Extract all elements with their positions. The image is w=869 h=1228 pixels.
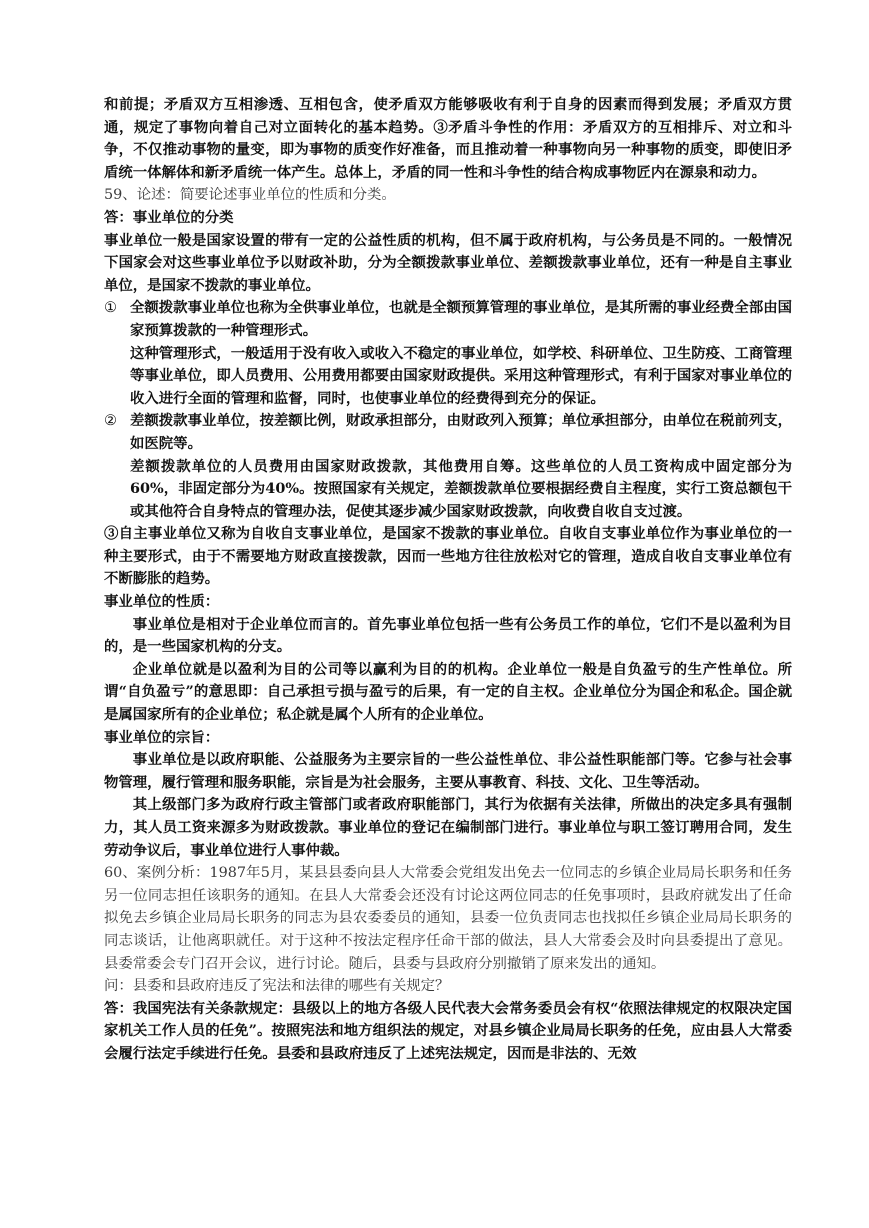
list-item-full-funding (104, 297, 792, 410)
question-60-case: 60、案例分析：1987年5月，某县县委向县人大常委会党组发出免去一位同志的乡镇企业局局长职务和任务另一位同志担任该职务的通知。在县人大常委会还没有讨论这两位同志的任免事项时，县政府就发出了任命拟免去乡镇企业局局长职务的同志为县农委委员的通知，县委一位负责同志也找拟任乡镇企业局局长职务的同志谈话，让他离职就任。对于这种不按法定程序任命干部的做法，县人大常委会及时向县委提出了意见。县委常委会专门召开会议，进行讨论。随后，县委与县政府分别撤销了原来发出的通知。 (104, 865, 792, 972)
list-item-text: 差额拨款事业单位，按差额比例，财政承担部分，由财政列入预算；单位承担部分，由单位在税前列支，如医院等。 (130, 412, 792, 452)
list-item-text: 差额拨款单位的人员费用由国家财政拨款，其他费用自筹。这些单位的人员工资构成中固定部分为60%，非固定部分为40%。按照国家有关规定，差额拨款单位要根据经费自主程度，实行工资总额包干或其他符合自身特点的管理办法，促使其逐步减少国家财政拨款，向收费自收自支过渡。 (130, 457, 792, 520)
purpose-paragraph-1: 事业单位是以政府职能、公益服务为主要宗旨的一些公益性单位、非公益性职能部门等。它参与社会事物管理，履行管理和服务职能，宗旨是为社会服务，主要从事教育、科技、文化、卫生等活动。 (104, 751, 792, 791)
document-page (104, 94, 792, 1066)
list-number: ① (104, 300, 117, 317)
paragraph-contradiction: 和前提；矛盾双方互相渗透、互相包含，使矛盾双方能够吸收有利于自身的因素而得到发展；矛盾双方贯通，规定了事物向着自己对立面转化的基本趋势。③矛盾斗争性的作用：矛盾双方的互相排斥、对立和斗争，不仅推动事物的量变，即为事物的质变作好准备，而且推动着一种事物向另一种事物的质变，即使旧矛盾统一体解体和新矛盾统一体产生。总体上，矛盾的同一性和斗争性的结合构成事物匠内在源泉和动力。 (104, 96, 792, 181)
list-item-differential-funding (104, 410, 792, 523)
answer-59-heading: 答：事业单位的分类 (104, 208, 234, 226)
purpose-heading: 事业单位的宗旨： (104, 728, 220, 746)
answer-59-intro: 事业单位一般是国家设置的带有一定的公益性质的机构，但不属于政府机构，与公务员是不同的。一般情况下国家会对这些事业单位予以财政补助，分为全额拨款事业单位、差额拨款事业单位，还有一种是自主事业单位，是国家不拨款的事业单位。 (104, 231, 792, 294)
paragraph-self-funded: ③自主事业单位又称为自收自支事业单位，是国家不拨款的事业单位。自收自支事业单位作为事业单位的一种主要形式，由于不需要地方财政直接拨款，因而一些地方往往放松对它的管理，造成自收自支事业单位有不断膨胀的趋势。 (104, 525, 792, 588)
question-59: 59、论述：简要论述事业单位的性质和分类。 (104, 187, 396, 204)
nature-heading: 事业单位的性质： (104, 593, 220, 611)
list-number: ② (104, 413, 117, 430)
answer-60: 答：我国宪法有关条款规定：县级以上的地方各级人民代表大会常务委员会有权“依照法律规定的权限决定国家机关工作人员的任免”。按照宪法和地方组织法的规定，对县乡镇企业局局长职务的任免，应由县人大常委会履行法定手续进行任免。县委和县政府违反了上述宪法规定，因而是非法的、无效 (104, 999, 792, 1062)
nature-paragraph-1: 事业单位是相对于企业单位而言的。首先事业单位包括一些有公务员工作的单位，它们不是以盈利为目的，是一些国家机构的分支。 (104, 615, 792, 656)
question-60-ask: 问：县委和县政府违反了宪法和法律的哪些有关规定？ (104, 978, 450, 995)
list-item-text: 全额拨款事业单位也称为全供事业单位，也就是全额预算管理的事业单位，是其所需的事业经费全部由国家预算拨款的一种管理形式。 (130, 299, 792, 339)
purpose-paragraph-2: 其上级部门多为政府行政主管部门或者政府职能部门，其行为依据有关法律，所做出的决定多具有强制力，其人员工资来源多为财政拨款。事业单位的登记在编制部门进行。事业单位与职工签订聘用合同，发生劳动争议后，事业单位进行人事仲裁。 (104, 796, 792, 859)
list-item-text: 这种管理形式，一般适用于没有收入或收入不稳定的事业单位，如学校、科研单位、卫生防疫、工商管理等事业单位，即人员费用、公用费用都要由国家财政提供。采用这种管理形式，有利于国家对事业单位的收入进行全面的管理和监督，同时，也使事业单位的经费得到充分的保证。 (130, 344, 792, 407)
nature-paragraph-2: 企业单位就是以盈利为目的公司等以赢利为目的的机构。企业单位一般是自负盈亏的生产性单位。所谓“自负盈亏”的意思即：自己承担亏损与盈亏的后果，有一定的自主权。企业单位分为国企和私企。国企就是属国家所有的企业单位；私企就是属个人所有的企业单位。 (104, 660, 792, 724)
